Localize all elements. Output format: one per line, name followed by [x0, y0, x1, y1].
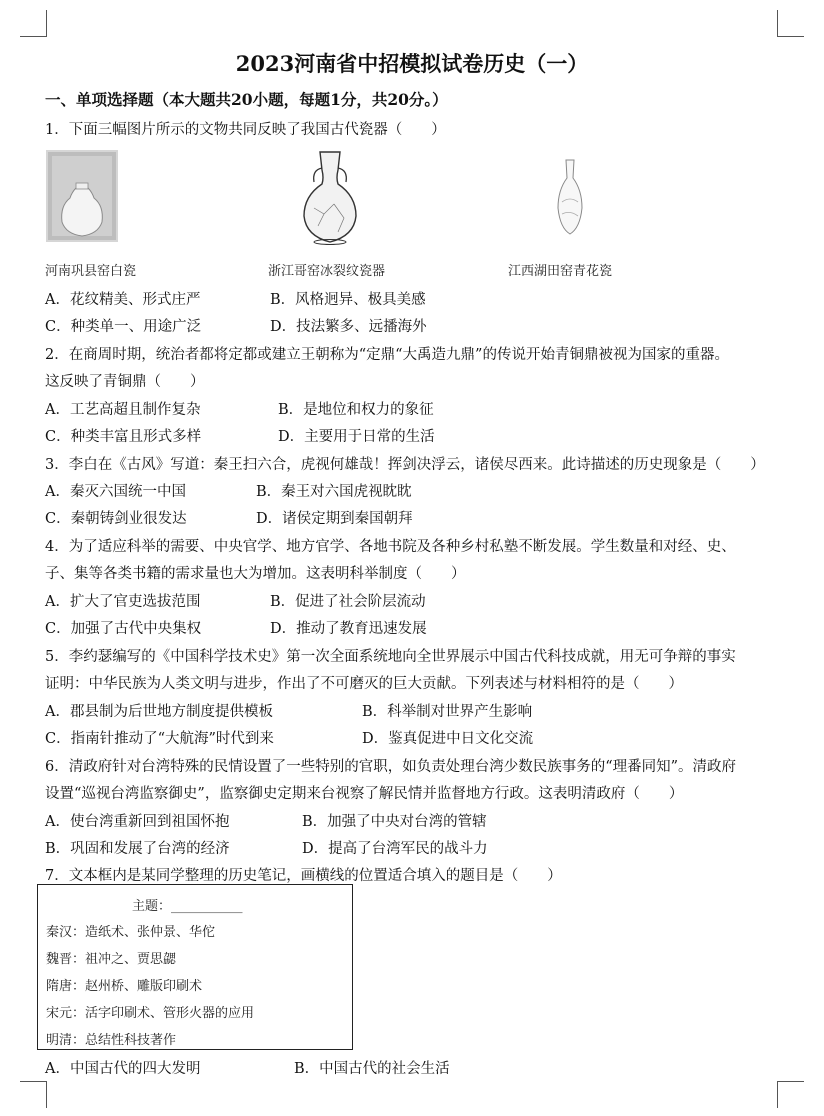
q5-option-c[interactable]: C．指南针推动了“大航海”时代到来 — [45, 731, 274, 747]
q2-option-d[interactable]: D．主要用于日常的生活 — [278, 429, 435, 445]
question-6-stem-line1: 6．清政府针对台湾特殊的民情设置了一些特别的官职，如负责处理台湾少数民族事务的“理番同知”。清政府 — [45, 759, 737, 775]
page-title: 2023河南省中招模拟试卷历史（一） — [235, 51, 589, 76]
history-notes-box — [37, 884, 353, 1050]
q3-option-b[interactable]: B．秦王对六国虎视眈眈 — [256, 484, 412, 500]
q5-option-a[interactable]: A．郡县制为后世地方制度提供模板 — [45, 704, 273, 720]
q2-option-a[interactable]: A．工艺高超且制作复杂 — [45, 402, 201, 418]
notes-item-wei-jin: 魏晋：祖冲之、贾思勰 — [46, 952, 177, 967]
question-1-stem: 1．下面三幅图片所示的文物共同反映了我国古代瓷器（ ） — [45, 122, 446, 138]
q7-option-a[interactable]: A．中国古代的四大发明 — [45, 1061, 201, 1077]
q3-option-d[interactable]: D．诸侯定期到秦国朝拜 — [256, 511, 413, 527]
question-4-stem-line2: 子、集等各类书籍的需求量也大为增加。这表明科举制度（ ） — [45, 566, 466, 582]
q3-option-a[interactable]: A．秦灭六国统一中国 — [45, 484, 186, 500]
q3-option-c[interactable]: C．秦朝铸剑业很发达 — [45, 511, 187, 527]
question-5-stem-line1: 5．李约瑟编写的《中国科学技术史》第一次全面系统地向全世界展示中国古代科技成就，用无可争辩的事实 — [45, 649, 736, 665]
porcelain-white-image — [46, 150, 118, 242]
q7-option-b[interactable]: B．中国古代的社会生活 — [294, 1061, 450, 1077]
q6-option-d[interactable]: D．提高了台湾军民的战斗力 — [302, 841, 488, 857]
question-5-stem-line2: 证明：中华民族为人类文明与进步，作出了不可磨灭的巨大贡献。下列表述与材料相符的是（ ） — [45, 676, 683, 692]
q4-option-b[interactable]: B．促进了社会阶层流动 — [270, 594, 426, 610]
q5-option-b[interactable]: B．科举制对世界产生影响 — [362, 704, 533, 720]
porcelain-blue-white-vase-image — [552, 156, 588, 238]
q4-option-c[interactable]: C．加强了古代中央集权 — [45, 621, 202, 637]
q1-option-d[interactable]: D．技法繁多、远播海外 — [270, 319, 427, 335]
notes-topic-line: 主题：___________ — [132, 899, 243, 914]
crop-mark-top-left — [20, 10, 47, 37]
q2-option-b[interactable]: B．是地位和权力的象征 — [278, 402, 434, 418]
question-2-stem-line2: 这反映了青铜鼎（ ） — [45, 374, 205, 390]
q1-option-c[interactable]: C．种类单一、用途广泛 — [45, 319, 202, 335]
q2-option-c[interactable]: C．种类丰富且形式多样 — [45, 429, 202, 445]
q6-option-a[interactable]: A．使台湾重新回到祖国怀抱 — [45, 814, 230, 830]
q6-option-c[interactable]: B．巩固和发展了台湾的经济 — [45, 841, 230, 857]
q4-option-a[interactable]: A．扩大了官吏选拔范围 — [45, 594, 201, 610]
crop-mark-bottom-right — [777, 1081, 804, 1108]
question-3-stem: 3．李白在《古风》写道：秦王扫六合，虎视何雄哉！挥剑决浮云，诸侯尽西来。此诗描述的历史现象是（ ） — [45, 457, 765, 473]
question-7-stem: 7．文本框内是某同学整理的历史笔记，画横线的位置适合填入的题目是（ ） — [45, 868, 562, 884]
question-4-stem-line1: 4．为了适应科举的需要、中央官学、地方官学、各地书院及各种乡村私塾不断发展。学生数量和对经、史、 — [45, 539, 736, 555]
q6-option-b[interactable]: B．加强了中央对台湾的管辖 — [302, 814, 487, 830]
notes-item-sui-tang: 隋唐：赵州桥、雕版印刷术 — [46, 979, 203, 994]
image-caption-3: 江西湖田窑青花瓷 — [508, 264, 613, 279]
image-caption-1: 河南巩县窑白瓷 — [45, 264, 137, 279]
question-6-stem-line2: 设置“巡视台湾监察御史”，监察御史定期来台视察了解民情并监督地方行政。这表明清政府（ ） — [45, 786, 684, 802]
image-caption-2: 浙江哥窑冰裂纹瓷器 — [268, 264, 386, 279]
q5-option-d[interactable]: D．鉴真促进中日文化交流 — [362, 731, 534, 747]
q1-option-b[interactable]: B．风格迥异、极具美感 — [270, 292, 426, 308]
porcelain-crackle-vase-image — [294, 148, 366, 246]
notes-item-qin-han: 秦汉：造纸术、张仲景、华佗 — [46, 925, 216, 940]
crop-mark-bottom-left — [20, 1081, 47, 1108]
crop-mark-top-right — [777, 10, 804, 37]
question-2-stem-line1: 2．在商周时期，统治者都将定都或建立王朝称为“定鼎“大禹造九鼎”的传说开始青铜鼎被视为国家的重器。 — [45, 347, 729, 363]
section-heading: 一、单项选择题（本大题共20小题，每题1分，共20分。） — [45, 90, 448, 109]
q4-option-d[interactable]: D．推动了教育迅速发展 — [270, 621, 427, 637]
notes-item-ming-qing: 明清：总结性科技著作 — [46, 1033, 177, 1048]
notes-item-song-yuan: 宋元：活字印刷术、管形火器的应用 — [46, 1006, 255, 1021]
q1-option-a[interactable]: A．花纹精美、形式庄严 — [45, 292, 201, 308]
